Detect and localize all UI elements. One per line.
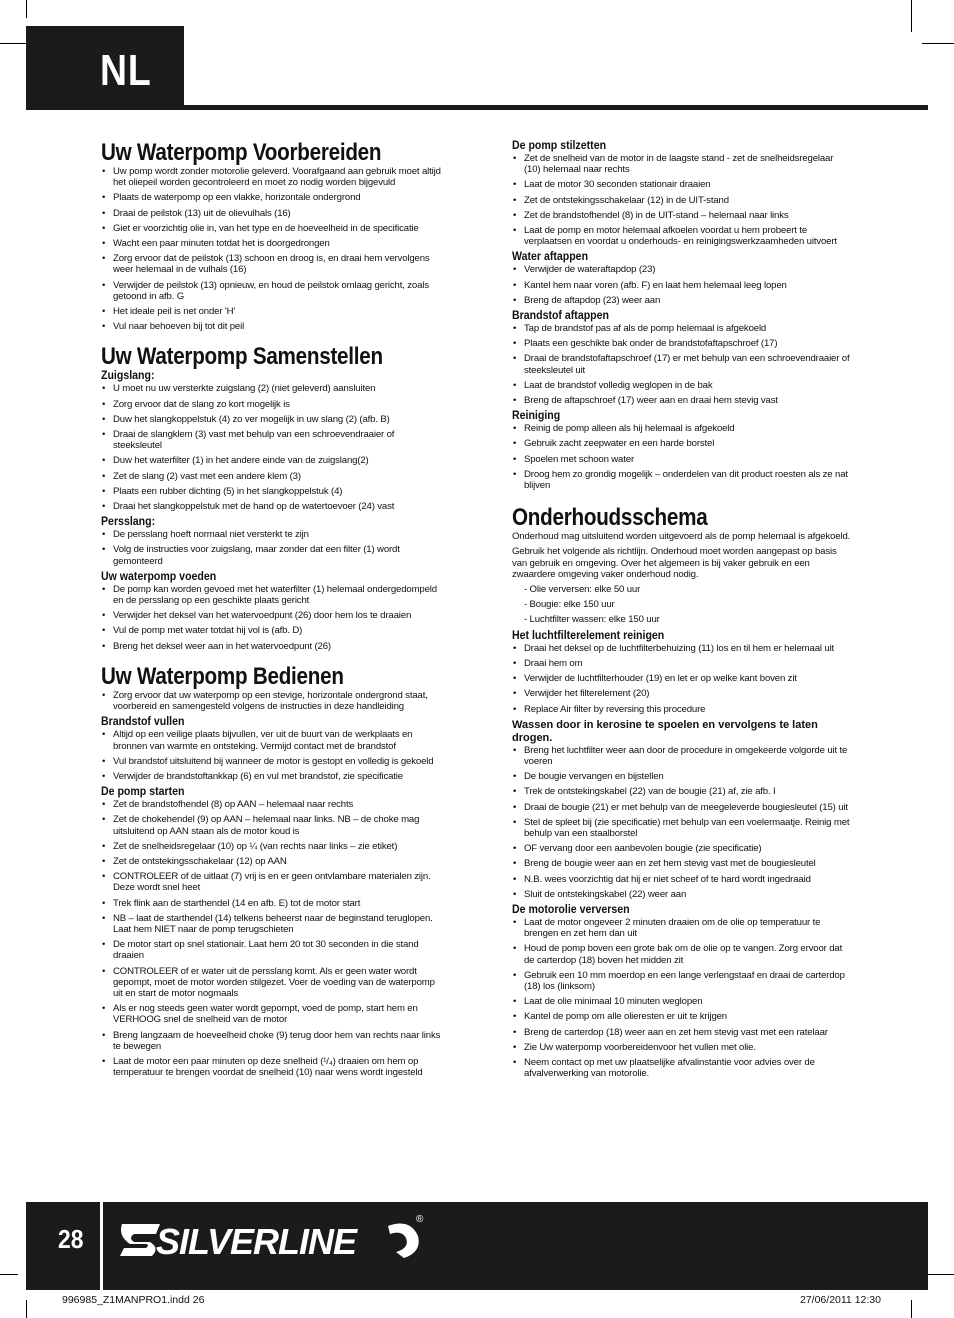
list-item: • N.B. wees voorzichtig dat hij er niet scheef of te hard wordt ingedraaid [512, 874, 852, 885]
language-label: NL [100, 46, 152, 95]
list-item: • Plaats een geschikte bak onder de brandstofaftapschroef (17) [512, 338, 852, 349]
subheading-prime-pump: Uw waterpomp voeden [101, 570, 217, 583]
list-item: • Zorg ervoor dat de slang zo kort mogelijk is [101, 399, 443, 410]
list-item: • Laat de motor 30 seconden stationair draaien [512, 179, 852, 190]
list-item: • Stel de spleet bij (zie specificatie) met behulp van een voelermaatje. Reinig met behulp van een staalborstel [512, 817, 852, 839]
crop-mark [911, 1300, 912, 1318]
list-item: • Plaats de waterpomp op een vlakke, horizontale ondergrond [101, 192, 443, 203]
crop-mark [26, 0, 27, 18]
list-item: • Het ideale peil is net onder 'H' [101, 306, 443, 317]
oil-change-list [512, 917, 852, 1079]
subheading-cleaning: Reiniging [512, 410, 561, 423]
list-item: • Verwijder het deksel van het watervoedpunt (26) door hem los te draaien [101, 610, 443, 621]
crop-mark [922, 43, 954, 44]
list-item: • Draai de brandstofaftapschroef (17) er met behulp van een schroevendraaier of steeksleutel uit [512, 353, 852, 375]
section-title-operate: Uw Waterpomp Bedienen [101, 662, 344, 690]
section-title-assemble: Uw Waterpomp Samenstellen [101, 343, 383, 371]
list-item: • De motor start op snel stationair. Laat hem 20 tot 30 seconden in die stand draaien [101, 939, 443, 961]
list-item: • Altijd op een veilige plaats bijvullen, ver uit de buurt van de werkplaats en bronnen van warmte en ontsteking. Vermijd contact met de brandstof [101, 729, 443, 751]
list-item: • Duw het waterfilter (1) in het andere einde van de zuigslang(2) [101, 455, 443, 466]
maintenance-guideline: Gebruik het volgende als richtlijn. Onderhoud moet worden aangepast op basis van gebruik en omgeving. Over het algemeen is bij vaker gebruik en een zwaardere omgeving vaker onderhoud nodig. [512, 546, 837, 580]
list-item: • Reinig de pomp alleen als hij helemaal is afgekoeld [512, 423, 852, 434]
list-item: • Zet de ontstekingsschakelaar (12) in de UIT-stand [512, 195, 852, 206]
list-item: • Breng de aftapschroef (17) weer aan en draai hem stevig vast [512, 395, 852, 406]
maintenance-intro: Onderhoud mag uitsluitend worden uitgevoerd als de pomp helemaal is afgekoeld. [512, 531, 851, 543]
header-rule [184, 105, 928, 110]
list-item: • Draai het slangkoppelstuk met de hand op de watertoevoer (24) vast [101, 501, 443, 512]
list-item: • Verwijder de brandstoftankkap (6) en vul met brandstof, zie specificatie [101, 771, 443, 782]
list-item: • Verwijder de wateraftapdop (23) [512, 264, 852, 275]
list-item: • Zorg ervoor dat de peilstok (13) schoon en droog is, en draai hem vervolgens weer helemaal in de vulhals (16) [101, 253, 443, 275]
stop-pump-list [512, 153, 852, 247]
list-item: • Plaats een rubber dichting (5) in het slangkoppelstuk (4) [101, 486, 443, 497]
list-item: • De persslang hoeft normaal niet versterkt te zijn [101, 529, 443, 540]
footer-divider [100, 1202, 103, 1290]
logo-right-bracket [388, 1224, 419, 1258]
list-item: • Kantel hem naar voren (afb. F) en laat hem helemaal leeg lopen [512, 280, 852, 291]
list-item: • Laat de pomp en motor helemaal afkoelen voordat u hem probeert te verplaatsen en voordat u onderhouds- en reinigingswerkzaamheden uitvoert [512, 225, 852, 247]
list-item: • De bougie vervangen en bijstellen [512, 771, 852, 782]
list-item: • Zet de chokehendel (9) op AAN – helemaal naar links. NB – de choke mag uitsluitend op AAN staan als de motor koud is [101, 814, 443, 836]
schedule-air-filter: - Luchtfilter wassen: elke 150 uur [524, 614, 660, 626]
list-item: • Sluit de ontstekingskabel (22) weer aan [512, 889, 852, 900]
list-item: • Als er nog steeds geen water wordt gepompt, voed de pomp, start hem en VERHOOG snel de snelheid van de motor [101, 1003, 443, 1025]
list-item: • Breng de bougie weer aan en zet hem stevig vast met de bougiesleutel [512, 858, 852, 869]
subheading-start-pump: De pomp starten [101, 786, 185, 799]
list-item: • Zet de slang (2) vast met een andere klem (3) [101, 471, 443, 482]
list-item: • Verwijder de luchtfilterhouder (19) en let er op welke kant boven zit [512, 673, 852, 684]
language-tab [26, 26, 184, 110]
list-item: • Verwijder het filterelement (20) [512, 688, 852, 699]
list-item: • Vul de pomp met water totdat hij vol is (afb. D) [101, 625, 443, 636]
cleaning-list [512, 423, 852, 491]
crop-mark [911, 0, 912, 32]
subheading-stop-pump: De pomp stilzetten [512, 140, 607, 152]
list-item: • Droog hem zo grondig mogelijk – onderdelen van dit product roesten als ze nat blijven [512, 469, 852, 491]
right-column [512, 140, 852, 1083]
list-item: • Giet er voorzichtig olie in, van het type en de hoeveelheid in de specificatie [101, 223, 443, 234]
subheading-air-filter: Het luchtfilterelement reinigen [512, 629, 665, 642]
pressure-hose-list [101, 529, 443, 567]
list-item: • Zet de ontstekingsschakelaar (12) op AAN [101, 856, 443, 867]
subheading-kerosene: Wassen door in kerosine te spoelen en vervolgens te laten drogen. [512, 718, 818, 744]
list-item: • Trek de ontstekingskabel (22) van de bougie (21) af, zie afb. I [512, 786, 852, 797]
date-slug: 27/06/2011 12:30 [800, 1294, 881, 1306]
list-item: • Volg de instructies voor zuigslang, maar zonder dat een filter (1) wordt gemonteerd [101, 544, 443, 566]
section-title-maintenance: Onderhoudsschema [512, 504, 708, 532]
drain-water-list [512, 264, 852, 306]
crop-mark [0, 1274, 18, 1275]
left-column [101, 140, 443, 1082]
list-item: • Duw het slangkoppelstuk (4) zo ver mogelijk in uw slang (2) (afb. B) [101, 414, 443, 425]
list-item: • Kantel de pomp om alle olieresten er uit te krijgen [512, 1011, 852, 1022]
list-item: • Draai de bougie (21) er met behulp van de meegeleverde bougiesleutel (15) uit [512, 802, 852, 813]
list-item: • Zorg ervoor dat uw waterpomp op een stevige, horizontale ondergrond staat, voorbereid en samengesteld volgens de instructies in deze handleiding [101, 690, 443, 712]
list-item: • Verwijder de peilstok (13) opnieuw, en houd de peilstok omlaag gericht, zoals getoond in afb. G [101, 280, 443, 302]
list-item: • Laat de motor een paar minuten op deze snelheid (¹/₄) draaien om hem op temperatuur te brengen voordat de snelheid (10) naar wens wordt ingesteld [101, 1056, 443, 1078]
list-item: • Zet de snelheid van de motor in de laagste stand - zet de snelheidsregelaar (10) helemaal naar rechts [512, 153, 852, 175]
list-item: • Draai de slangklem (3) vast met behulp van een schroevendraaier of steeksleutel [101, 429, 443, 451]
list-item: • Zet de brandstofhendel (8) in de UIT-stand – helemaal naar links [512, 210, 852, 221]
prepare-list [101, 166, 443, 332]
spark-plug-list [512, 745, 852, 900]
list-item: • Gebruik een 10 mm moerdop en een lange verlengstaaf en draai de carterdop (18) los (linksom) [512, 970, 852, 992]
list-item: • Draai het deksel op de luchtfilterbehuizing (11) los en til hem er helemaal uit [512, 643, 852, 654]
list-item: • Breng het luchtfilter weer aan door de procedure in omgekeerde volgorde uit te voeren [512, 745, 852, 767]
list-item: • Wacht een paar minuten totdat het is doorgedrongen [101, 238, 443, 249]
list-item: • NB – laat de starthendel (14) telkens beheerst naar de beginstand teruglopen. Laat hem NIET naar de pomp terugschieten [101, 913, 443, 935]
list-item: • De pomp kan worden gevoed met het waterfilter (1) helemaal ondergedompeld en de persslang op een geschikte plaats gericht [101, 584, 443, 606]
subheading-drain-water: Water aftappen [512, 251, 589, 264]
list-item: • Vul naar behoeven bij tot dit peil [101, 321, 443, 332]
prime-pump-list [101, 584, 443, 652]
logo-wordmark: SILVERLINE [156, 1221, 357, 1262]
list-item: • Breng de carterdop (18) weer aan en zet hem stevig vast met een ratelaar [512, 1027, 852, 1038]
list-item: • Zet de brandstofhendel (8) op AAN – helemaal naar rechts [101, 799, 443, 810]
list-item: • Uw pomp wordt zonder motorolie geleverd. Voorafgaand aan gebruik moet altijd het oliepeil worden gecontroleerd en moet zo nodig worden bijgevuld [101, 166, 443, 188]
list-item: • CONTROLEER of de uitlaat (7) vrij is en er geen ontvlambare materialen zijn. Deze wordt snel heet [101, 871, 443, 893]
list-item: • Laat de motor ongeveer 2 minuten draaien om de olie op temperatuur te brengen en zet hem dan uit [512, 917, 852, 939]
list-item: • OF vervang door een aanbevolen bougie (zie specificatie) [512, 843, 852, 854]
list-item: • Laat de brandstof volledig weglopen in de bak [512, 380, 852, 391]
list-item: • Draai hem om [512, 658, 852, 669]
list-item: • Vul brandstof uitsluitend bij wanneer de motor is gestopt en volledig is gekoeld [101, 756, 443, 767]
subheading-oil-change: De motorolie verversen [512, 903, 630, 916]
list-item: • Breng langzaam de hoeveelheid choke (9) terug door hem van rechts naar links te bewegen [101, 1030, 443, 1052]
list-item: • Breng het deksel weer aan in het watervoedpunt (26) [101, 641, 443, 652]
list-item: • Gebruik zacht zeepwater en een harde borstel [512, 438, 852, 449]
list-item: • Replace Air filter by reversing this procedure [512, 704, 852, 715]
operate-intro-list [101, 690, 443, 712]
subheading-suction-hose: Zuigslang: [101, 370, 155, 383]
list-item: • Zet de snelheidsregelaar (10) op ¼ (van rechts naar links – zie etiket) [101, 841, 443, 852]
fuel-fill-list [101, 729, 443, 782]
schedule-plug: - Bougie: elke 150 uur [524, 599, 615, 611]
schedule-oil: - Olie verversen: elke 50 uur [524, 584, 641, 596]
air-filter-list [512, 643, 852, 715]
suction-hose-list [101, 383, 443, 512]
crop-mark [26, 1300, 27, 1318]
list-item: • Draai de peilstok (13) uit de olievulhals (16) [101, 208, 443, 219]
list-item: • Houd de pomp boven een grote bak om de olie op te vangen. Zorg ervoor dat de carterdop (18) boven het midden zit [512, 943, 852, 965]
subheading-drain-fuel: Brandstof aftappen [512, 310, 609, 323]
file-slug: 996985_Z1MANPRO1.indd 26 [62, 1294, 205, 1306]
subheading-fuel-fill: Brandstof vullen [101, 716, 185, 729]
list-item: • U moet nu uw versterkte zuigslang (2) (niet geleverd) aansluiten [101, 383, 443, 394]
subheading-pressure-hose: Persslang: [101, 516, 156, 529]
list-item: • Tap de brandstof pas af als de pomp helemaal is afgekoeld [512, 323, 852, 334]
list-item: • Spoelen met schoon water [512, 454, 852, 465]
list-item: • Breng de aftapdop (23) weer aan [512, 295, 852, 306]
page-number-box [26, 1202, 100, 1290]
section-title-prepare: Uw Waterpomp Voorbereiden [101, 139, 382, 166]
list-item: • Neem contact op met uw plaatselijke afvalinstantie voor advies over de afvalverwerking van motorolie. [512, 1057, 852, 1079]
start-pump-list [101, 799, 443, 1078]
silverline-logo [120, 1208, 430, 1268]
list-item: • Zie Uw waterpomp voorbereidenvoor het vullen met olie. [512, 1042, 852, 1053]
list-item: • Laat de olie minimaal 10 minuten weglopen [512, 996, 852, 1007]
list-item: • CONTROLEER of er water uit de persslang komt. Als er geen water wordt gepompt, moet de motor worden stilgezet. Voer de voeding van de waterpomp uit en start de motor nogmaals [101, 966, 443, 1000]
logo-left-bracket [120, 1224, 160, 1256]
registered-mark: ® [416, 1214, 424, 1225]
page-number: 28 [58, 1224, 84, 1254]
list-item: • Trek flink aan de starthendel (14 en afb. E) tot de motor start [101, 898, 443, 909]
drain-fuel-list [512, 323, 852, 406]
